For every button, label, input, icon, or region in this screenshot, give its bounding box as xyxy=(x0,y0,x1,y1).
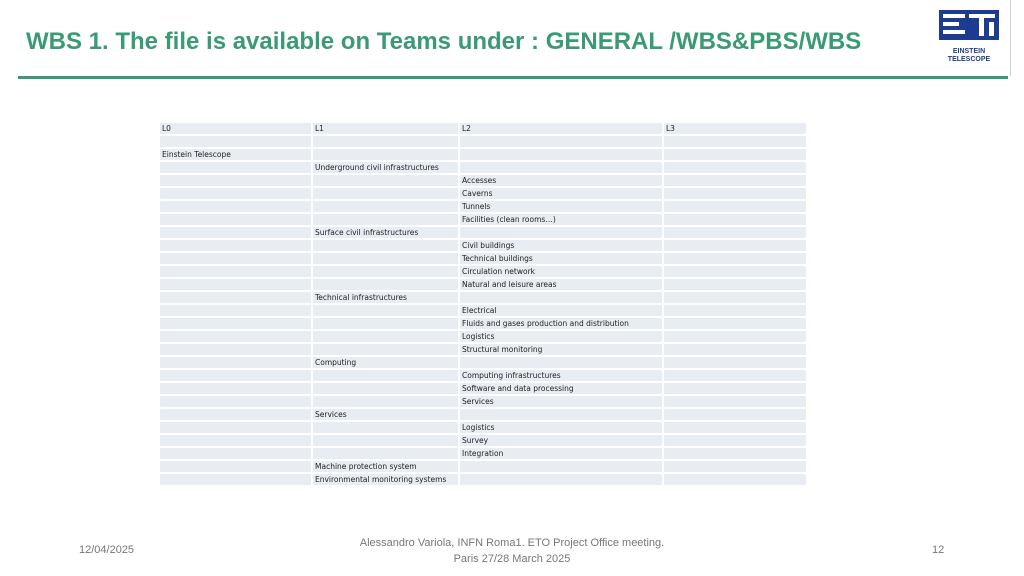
table-cell xyxy=(160,305,311,318)
table-cell xyxy=(160,461,311,474)
table-cell xyxy=(160,136,311,149)
table-cell: Einstein Telescope xyxy=(160,149,311,162)
table-cell xyxy=(664,409,806,422)
table-cell xyxy=(313,279,458,292)
table-cell: Electrical xyxy=(460,305,662,318)
table-cell xyxy=(664,435,806,448)
table-cell xyxy=(664,266,806,279)
table-cell: Technical buildings xyxy=(460,253,662,266)
table-row xyxy=(160,201,806,214)
slide-title: WBS 1. The file is available on Teams under : GENERAL /WBS&PBS/WBS xyxy=(26,28,862,55)
table-row xyxy=(160,305,806,318)
table-cell xyxy=(313,214,458,227)
logo-text xyxy=(937,48,1001,64)
table-cell xyxy=(664,149,806,162)
table-cell xyxy=(313,370,458,383)
table-row xyxy=(160,292,806,305)
table-cell xyxy=(664,331,806,344)
table-cell xyxy=(160,175,311,188)
table-cell xyxy=(160,266,311,279)
table-cell: Integration xyxy=(460,448,662,461)
table-row xyxy=(160,383,806,396)
table-cell: Underground civil infrastructures xyxy=(313,162,458,175)
table-cell: L2 xyxy=(460,123,662,136)
table-cell xyxy=(160,357,311,370)
table-row xyxy=(160,344,806,357)
table-cell xyxy=(664,461,806,474)
table-cell xyxy=(160,422,311,435)
table-cell xyxy=(160,201,311,214)
table-cell xyxy=(664,188,806,201)
table-cell xyxy=(160,383,311,396)
table-cell: Machine protection system xyxy=(313,461,458,474)
table-cell xyxy=(160,240,311,253)
table-row xyxy=(160,409,806,422)
table-row xyxy=(160,474,806,487)
table-cell xyxy=(664,474,806,487)
table-row xyxy=(160,396,806,409)
table-cell: Structural monitoring xyxy=(460,344,662,357)
table-row xyxy=(160,331,806,344)
table-row xyxy=(160,188,806,201)
table-cell xyxy=(664,201,806,214)
table-cell xyxy=(313,331,458,344)
table-row xyxy=(160,279,806,292)
table-row xyxy=(160,435,806,448)
table-cell xyxy=(160,227,311,240)
table-row xyxy=(160,357,806,370)
table-cell xyxy=(160,331,311,344)
footer-line2: Paris 27/28 March 2025 xyxy=(453,553,571,565)
table-cell: Technical infrastructures xyxy=(313,292,458,305)
table-row xyxy=(160,214,806,227)
table-header-row xyxy=(160,123,806,136)
table-cell xyxy=(460,357,662,370)
table-cell xyxy=(313,344,458,357)
table-cell xyxy=(664,357,806,370)
table-cell xyxy=(460,409,662,422)
table-cell xyxy=(664,162,806,175)
table-cell xyxy=(160,214,311,227)
table-cell xyxy=(160,474,311,487)
table-cell: Logistics xyxy=(460,422,662,435)
table-cell: Services xyxy=(313,409,458,422)
table-cell: Logistics xyxy=(460,331,662,344)
table-cell: Facilities (clean rooms…) xyxy=(460,214,662,227)
logo-text-line2: TELESCOPE xyxy=(947,56,991,63)
table-cell xyxy=(313,318,458,331)
table-cell xyxy=(160,188,311,201)
table-cell xyxy=(664,227,806,240)
table-row xyxy=(160,227,806,240)
table-cell: Accesses xyxy=(460,175,662,188)
table-cell: L1 xyxy=(313,123,458,136)
table-cell xyxy=(313,149,458,162)
table-row xyxy=(160,253,806,266)
table-cell xyxy=(313,422,458,435)
table-cell xyxy=(664,448,806,461)
wbs-table xyxy=(158,123,808,487)
table-cell xyxy=(664,305,806,318)
footer-date: 12/04/2025 xyxy=(79,544,135,556)
logo-text-line1: EINSTEIN xyxy=(952,48,986,55)
table-cell xyxy=(313,188,458,201)
table-cell xyxy=(313,383,458,396)
table-cell xyxy=(313,136,458,149)
table-cell xyxy=(313,396,458,409)
table-row xyxy=(160,136,806,149)
table-cell: L3 xyxy=(664,123,806,136)
table-cell xyxy=(664,136,806,149)
table-cell xyxy=(460,162,662,175)
table-cell xyxy=(313,201,458,214)
table-row xyxy=(160,448,806,461)
table-cell: Services xyxy=(460,396,662,409)
table-cell xyxy=(313,240,458,253)
table-cell: Software and data processing xyxy=(460,383,662,396)
table-cell xyxy=(160,448,311,461)
table-cell: Surface civil infrastructures xyxy=(313,227,458,240)
table-row xyxy=(160,461,806,474)
table-cell xyxy=(460,136,662,149)
table-cell xyxy=(664,396,806,409)
table-cell xyxy=(160,396,311,409)
table-cell xyxy=(664,253,806,266)
table-cell: Survey xyxy=(460,435,662,448)
table-cell: L0 xyxy=(160,123,311,136)
table-cell xyxy=(160,435,311,448)
table-cell xyxy=(313,266,458,279)
table-cell xyxy=(160,318,311,331)
table-cell xyxy=(160,279,311,292)
table-row xyxy=(160,370,806,383)
table-cell xyxy=(460,227,662,240)
page-number: 12 xyxy=(932,544,945,556)
table-cell: Fluids and gases production and distribution xyxy=(460,318,662,331)
table-cell: Computing infrastructures xyxy=(460,370,662,383)
table-cell xyxy=(160,253,311,266)
table-cell xyxy=(460,149,662,162)
table-cell: Environmental monitoring systems xyxy=(313,474,458,487)
table-cell: Computing xyxy=(313,357,458,370)
table-cell xyxy=(664,214,806,227)
table-cell xyxy=(160,292,311,305)
table-cell xyxy=(313,435,458,448)
table-cell: Natural and leisure areas xyxy=(460,279,662,292)
table-cell xyxy=(160,162,311,175)
table-cell xyxy=(460,461,662,474)
table-cell: Caverns xyxy=(460,188,662,201)
table-cell xyxy=(664,422,806,435)
table-cell xyxy=(664,240,806,253)
table-cell xyxy=(313,305,458,318)
footer-presenter xyxy=(312,535,712,567)
table-cell xyxy=(160,370,311,383)
table-cell xyxy=(664,383,806,396)
table-cell xyxy=(160,409,311,422)
table-cell xyxy=(460,292,662,305)
table-row xyxy=(160,266,806,279)
table-cell xyxy=(313,448,458,461)
table-cell xyxy=(664,318,806,331)
header-divider xyxy=(1010,0,1011,76)
table-cell xyxy=(664,292,806,305)
table-cell xyxy=(664,370,806,383)
title-underline xyxy=(18,76,1008,79)
table-cell: Tunnels xyxy=(460,201,662,214)
table-cell xyxy=(664,175,806,188)
table-row xyxy=(160,175,806,188)
table-cell xyxy=(313,175,458,188)
footer-line1: Alessandro Variola, INFN Roma1. ETO Project Office meeting. xyxy=(359,537,665,549)
table-row xyxy=(160,162,806,175)
table-row xyxy=(160,422,806,435)
table-cell xyxy=(313,253,458,266)
table-cell: Circulation network xyxy=(460,266,662,279)
table-row xyxy=(160,240,806,253)
table-cell xyxy=(664,279,806,292)
table-cell: Civil buildings xyxy=(460,240,662,253)
table-cell xyxy=(460,474,662,487)
table-cell xyxy=(160,344,311,357)
table-row xyxy=(160,318,806,331)
table-row xyxy=(160,149,806,162)
table-cell xyxy=(664,344,806,357)
